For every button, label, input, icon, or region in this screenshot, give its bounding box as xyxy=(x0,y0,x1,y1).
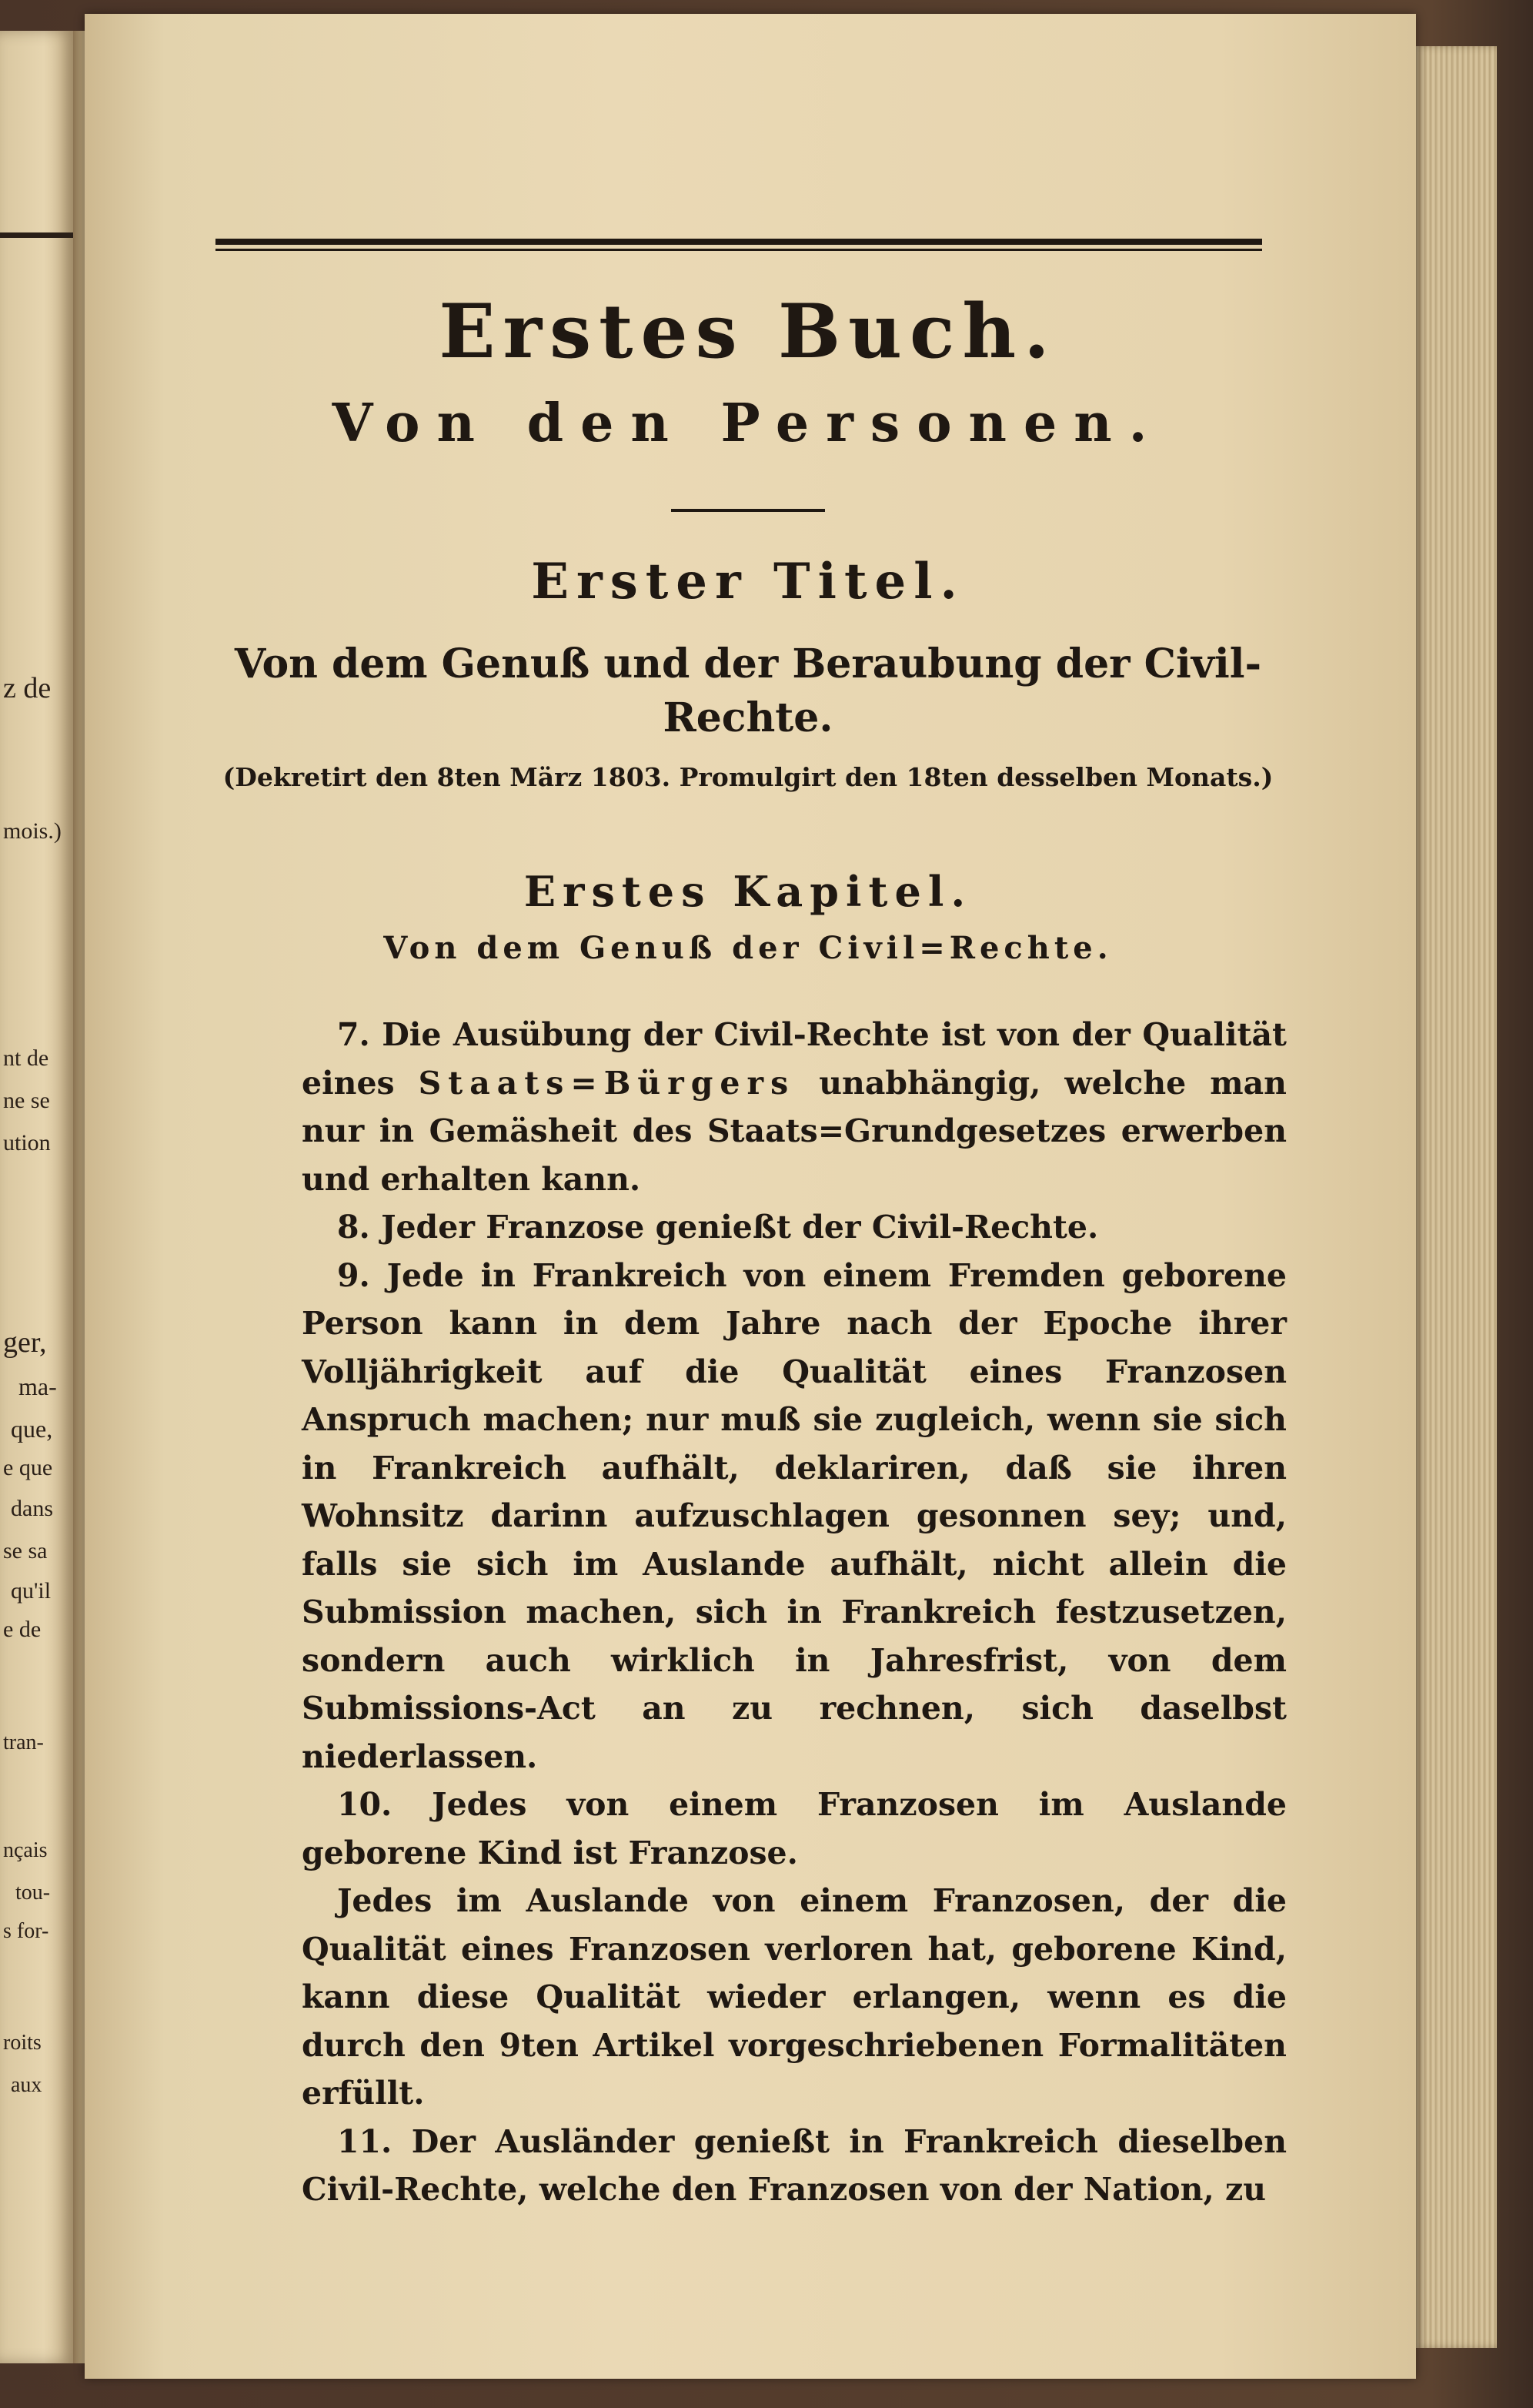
facing-fragment: tou- xyxy=(15,1881,51,1905)
facing-fragment: que, xyxy=(11,1415,53,1443)
facing-fragment: ne se xyxy=(3,1088,50,1113)
book-title: Erstes Buch. xyxy=(439,288,1057,375)
facing-fragment: nçais xyxy=(3,1838,48,1862)
header-rule-thin xyxy=(215,249,1262,251)
title-description: Von dem Genuß und der Beraubung der Civil-Rechte. xyxy=(234,640,1262,742)
facing-fragment: z de xyxy=(3,672,52,704)
article-7-spaced: Staats=Bürgers xyxy=(418,1064,796,1102)
article-11: 11. Der Ausländer genießt in Frankreich dieselben Civil-Rechte, welche den Franzosen von der Nation, zu xyxy=(302,2122,1287,2208)
facing-fragment: e de xyxy=(3,1617,42,1642)
articles-body xyxy=(302,1011,1287,2214)
header-rule xyxy=(215,239,1262,245)
page-edges xyxy=(1416,46,1497,2348)
facing-fragment: e que xyxy=(3,1455,53,1480)
facing-fragment: s for- xyxy=(3,1919,49,1943)
section-divider xyxy=(671,509,825,512)
facing-fragment: mois.) xyxy=(3,818,62,844)
facing-fragment: dans xyxy=(11,1496,53,1521)
book-page xyxy=(85,14,1416,2379)
facing-fragment: ution xyxy=(3,1130,51,1156)
article-9: 9. Jede in Frankreich von einem Fremden geborene Person kann in dem Jahre nach der Epoche ihrer Volljährigkeit auf die Qualität eines Franzosen Anspruch machen; nur muß sie zugleich, wenn sie sich in Frankreich aufhält, deklariren, daß sie ihren Wohnsitz darinn aufzuschlagen gesonnen sey; und, falls sie sich im Auslande aufhält, nicht allein die Submission machen, sich in Frankreich festzusetzen, sondern auch wirklich in Jahresfrist, von dem Submissions-Act an zu rechnen, sich daselbst niederlassen. xyxy=(302,1256,1287,1775)
facing-fragment: qu'il xyxy=(11,1578,52,1604)
title-heading: Erster Titel. xyxy=(531,553,965,610)
article-10-paragraph-2: Jedes im Auslande von einem Franzosen, der die Qualität eines Franzosen verloren hat, geborene Kind, kann diese Qualität wieder erlangen, wenn es die durch den 9ten Artikel vorgeschriebenen Formalitäten erfüllt. xyxy=(302,1882,1287,2112)
decree-note: (Dekretirt den 8ten März 1803. Promulgirt den 18ten desselben Monats.) xyxy=(222,762,1274,792)
facing-fragment: roits xyxy=(3,2031,42,2055)
article-10: 10. Jedes von einem Franzosen im Auslande geborene Kind ist Franzose. xyxy=(302,1786,1287,1871)
facing-fragment: aux xyxy=(11,2073,42,2097)
chapter-description: Von dem Genuß der Civil=Rechte. xyxy=(383,930,1113,966)
facing-fragment: tran- xyxy=(3,1731,44,1754)
facing-page-rule xyxy=(0,232,73,238)
article-7-start: 7. Die Ausübung der Civil-Rechte ist von der Qualität eines xyxy=(302,1016,1287,1102)
book-subtitle: Von den Personen. xyxy=(332,393,1164,454)
facing-fragment: ma- xyxy=(18,1373,57,1400)
article-7-end: unabhängig, welche man nur in Gemäsheit des Staats=Grundgesetzes erwerben und erhalten kann. xyxy=(302,1064,1287,1198)
facing-page xyxy=(0,31,73,2363)
book-gutter xyxy=(73,31,85,2363)
article-7 xyxy=(302,1011,1287,1203)
facing-fragment: se sa xyxy=(3,1538,48,1564)
facing-fragment: nt de xyxy=(3,1045,49,1071)
chapter-heading: Erstes Kapitel. xyxy=(523,867,973,916)
article-8: 8. Jeder Franzose genießt der Civil-Rechte. xyxy=(337,1209,1099,1246)
facing-fragment: ger, xyxy=(3,1326,47,1359)
